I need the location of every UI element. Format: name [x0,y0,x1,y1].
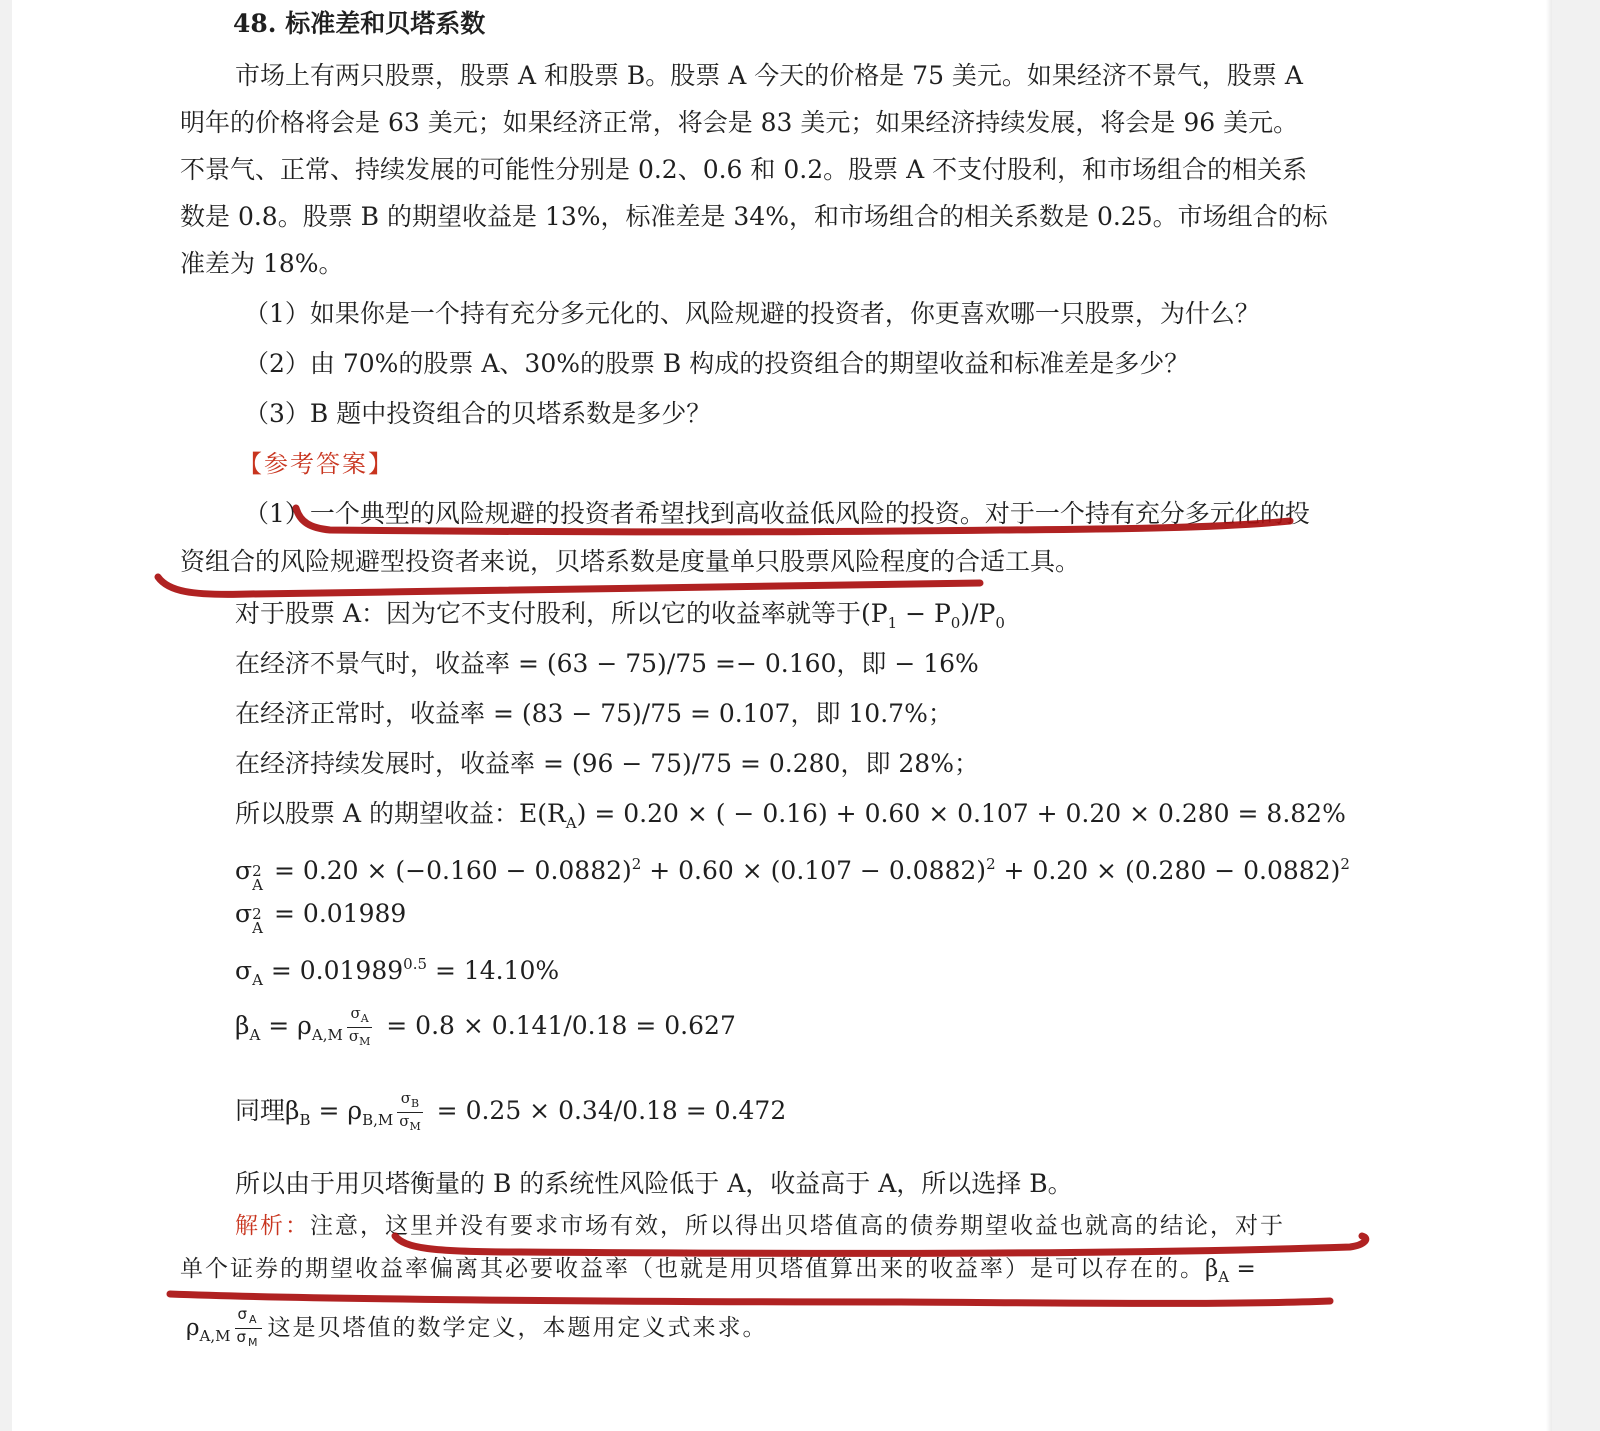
problem-line-2: 明年的价格将会是 63 美元；如果经济正常，将会是 83 美元；如果经济持续发展，将会是 96 美元。 [180,108,1299,137]
subscript-a: A [249,1026,261,1044]
subscript-0: 0 [995,614,1005,632]
rho-symbol: ρ [186,1315,200,1341]
analysis-line-1 [235,1210,1285,1242]
analysis-line-2 [180,1253,1256,1293]
problem-line-5: 准差为 18%。 [180,249,344,278]
sd-exponent: 0.5 [403,955,428,973]
subscript-a: A [360,1012,369,1025]
analysis-text-1: 注意，这里并没有要求市场有效，所以得出贝塔值高的债券期望收益也就高的结论，对于 [310,1213,1285,1239]
sigma-symbol: σ [235,856,253,885]
stock-a-prefix: 对于股票 A：因为它不支付股利，所以它的收益率就等于(P [235,599,888,628]
beta-symbol: β [1205,1256,1219,1282]
subscript-m: M [248,1336,260,1349]
beta-b-calculation: = 0.25 × 0.34/0.18 = 0.472 [428,1096,787,1125]
sd-result: = 14.10% [427,956,560,985]
subscript-b: B [411,1097,420,1110]
question-2: （2）由 70%的股票 A、30%的股票 B 构成的投资组合的期望收益和标准差是多少？ [244,349,1190,378]
question-3: （3）B 题中投资组合的贝塔系数是多少？ [244,399,712,428]
equals: = [310,1096,340,1125]
answer-intro-line-1: （1）一个典型的风险规避的投资者希望找到高收益低风险的投资。对于一个持有充分多元化的投 [244,499,1310,528]
sigma-symbol: σ [400,1089,412,1107]
subscript-m: M [409,1120,421,1133]
sigma-symbol: σ [237,1305,249,1323]
subscript-bm: B,M [362,1111,394,1129]
subscript-b: B [299,1111,311,1129]
analysis-label: 解析： [235,1213,310,1239]
beta-symbol: β [285,1096,300,1125]
stock-a-return-definition [235,598,1005,639]
superscript-2: 2 [631,855,642,873]
superscript-2: 2 [252,862,262,880]
variance-result: = 0.01989 [266,899,407,928]
subscript-m: M [359,1035,371,1048]
superscript-2: 2 [1340,855,1350,873]
standard-deviation-a [235,948,559,996]
question-1: （1）如果你是一个持有充分多元化的、风险规避的投资者，你更喜欢哪一只股票，为什么？ [244,299,1260,328]
superscript-2: 2 [252,905,262,923]
rho-symbol: ρ [347,1096,363,1125]
analysis-text-3: 这是贝塔值的数学定义，本题用定义式来求。 [267,1315,768,1341]
sigma-ratio-fraction [397,1090,423,1135]
return-normal: 在经济正常时，收益率 = (83 − 75)/75 = 0.107，即 10.7%； [235,699,953,728]
subscript-am: A,M [311,1026,343,1044]
subscript-a: A [1218,1268,1230,1286]
sigma-symbol: σ [236,1328,249,1346]
subscript-a: A [252,876,263,894]
return-recession: 在经济不景气时，收益率 = (63 − 75)/75 =− 0.160，即 − 16% [235,649,979,678]
divide-p: )/P [960,599,996,628]
sigma-symbol: σ [235,899,253,928]
equals: = [1229,1256,1256,1282]
problem-line-1: 市场上有两只股票，股票 A 和股票 B。股票 A 今天的价格是 75 美元。如果经济不景气，股票 A [235,61,1303,90]
equals: = [260,1011,290,1040]
beta-symbol: β [235,1011,250,1040]
analysis-text-2: 单个证券的期望收益率偏离其必要收益率（也就是用贝塔值算出来的收益率）是可以存在的。 [180,1256,1205,1282]
problem-line-3: 不景气、正常、持续发展的可能性分别是 0.2、0.6 和 0.2。股票 A 不支付股利，和市场组合的相关系 [180,155,1308,184]
subscript-1: 1 [887,614,898,632]
problem-line-4: 数是 0.8。股票 B 的期望收益是 13%，标准差是 34%，和市场组合的相关系数是 0.25。市场组合的标 [180,202,1328,231]
sigma-symbol: σ [399,1112,410,1130]
variance-term-2: + 0.60 × (0.107 − 0.0882) [641,856,987,885]
answer-intro-line-2: 资组合的风险规避型投资者来说，贝塔系数是度量单只股票风险程度的合适工具。 [180,547,1081,576]
subscript-a: A [252,919,263,937]
document-page [12,0,1552,1431]
variance-formula [235,848,1350,894]
problem-title: 48. 标准差和贝塔系数 [233,9,486,38]
return-boom: 在经济持续发展时，收益率 = (96 − 75)/75 = 0.280，即 28%； [235,749,979,778]
sigma-symbol: σ [348,1027,360,1045]
answer-header: 【参考答案】 [238,450,394,478]
conclusion: 所以由于用贝塔衡量的 B 的系统性风险低于 A，收益高于 A，所以选择 B。 [235,1169,1073,1198]
sigma-symbol: σ [350,1004,361,1022]
expected-return-formula: ) = 0.20 × ( − 0.16) + 0.60 × 0.107 + 0.20 × 0.280 = 8.82% [576,799,1346,828]
subscript-a: A [565,814,577,832]
subscript-a: A [252,971,263,989]
expected-return-prefix: 所以股票 A 的期望收益：E(R [235,799,566,828]
rho-symbol: ρ [297,1011,312,1040]
analysis-line-3 [186,1306,768,1358]
sigma-ratio-fraction [347,1005,373,1050]
beta-b-formula [235,1090,786,1140]
superscript-2: 2 [986,855,996,873]
sigma-ratio-fraction [235,1306,262,1351]
beta-a-calculation: = 0.8 × 0.141/0.18 = 0.627 [378,1011,736,1040]
subscript-0: 0 [950,614,961,632]
variance-term-3: + 0.20 × (0.280 − 0.0882) [995,856,1341,885]
expected-return-a [235,798,1346,839]
minus-p: − P [897,599,951,628]
beta-a-formula [235,1005,736,1055]
beta-b-prefix: 同理 [235,1096,286,1125]
variance-term-1: = 0.20 × (−0.160 − 0.0882) [266,856,632,885]
sigma-symbol: σ [235,956,253,985]
subscript-am: A,M [199,1327,231,1345]
sd-base: = 0.01989 [262,956,404,985]
subscript-a: A [249,1313,259,1326]
variance-value [235,898,407,937]
